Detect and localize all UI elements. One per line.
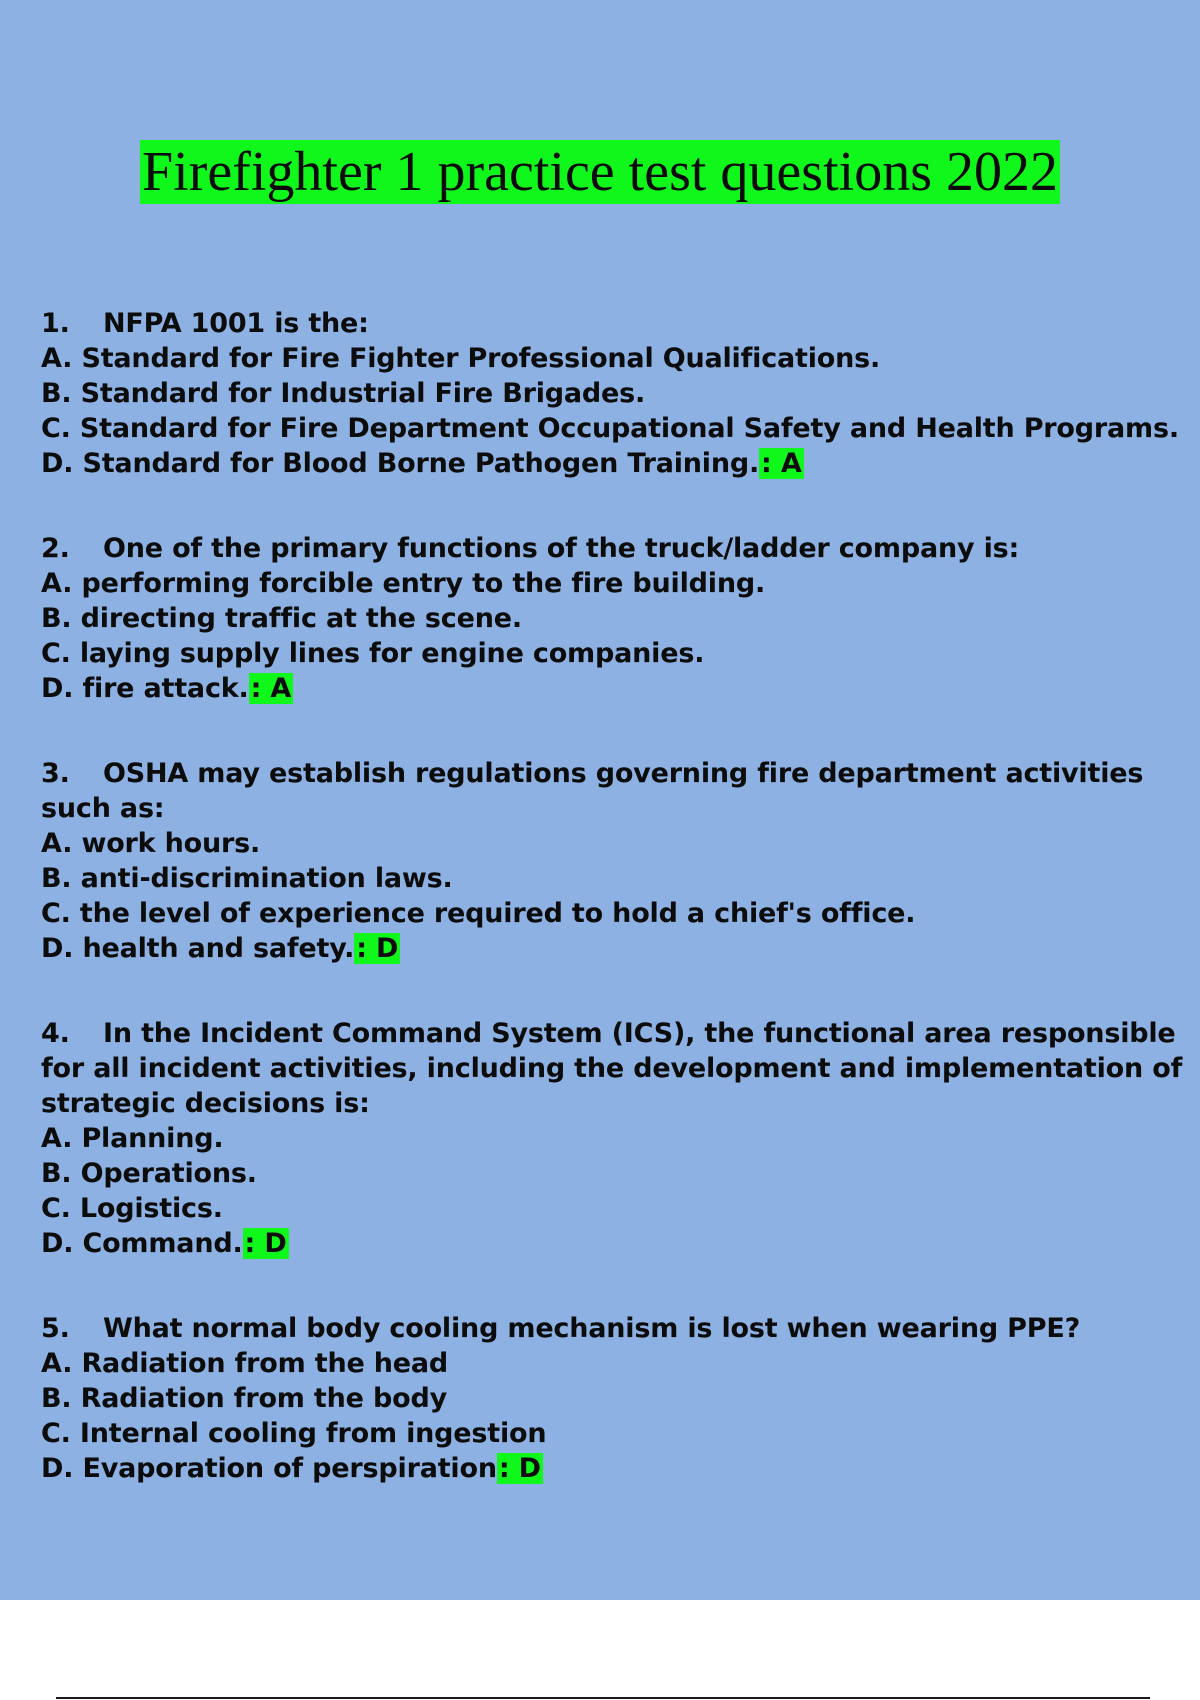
page-title: Firefighter 1 practice test questions 2022 (142, 141, 1058, 203)
question-item (41, 756, 1191, 966)
option-d-row (41, 931, 1191, 966)
footer-divider (56, 1697, 1150, 1699)
option-c: C. Internal cooling from ingestion (41, 1418, 547, 1449)
question-text: NFPA 1001 is the: (103, 308, 369, 339)
question-stem (41, 1311, 1191, 1346)
answer-highlight: : A (250, 673, 292, 704)
option-d-row (41, 446, 1191, 481)
option-a: A. performing forcible entry to the fire building. (41, 568, 766, 599)
option-a: A. Standard for Fire Fighter Professional Qualifications. (41, 343, 881, 374)
question-number: 2. (41, 533, 70, 564)
question-stem (41, 1016, 1191, 1121)
question-item (41, 306, 1191, 481)
question-item (41, 1311, 1191, 1486)
option-d: D. Command. (41, 1228, 243, 1259)
question-text: What normal body cooling mechanism is lost when wearing PPE? (103, 1313, 1081, 1344)
question-number: 1. (41, 308, 70, 339)
question-text: OSHA may establish regulations governing fire department activities such as: (41, 758, 1144, 824)
question-number: 4. (41, 1018, 70, 1049)
answer-highlight: : D (356, 933, 399, 964)
answer-highlight: : D (498, 1453, 541, 1484)
option-a: A. Radiation from the head (41, 1348, 449, 1379)
option-c: C. Standard for Fire Department Occupational Safety and Health Programs. (41, 413, 1179, 444)
option-d: D. fire attack. (41, 673, 249, 704)
question-item (41, 531, 1191, 706)
title-container (0, 140, 1200, 204)
option-b: B. Radiation from the body (41, 1383, 447, 1414)
option-d: D. Evaporation of perspiration (41, 1453, 497, 1484)
question-text: In the Incident Command System (ICS), the functional area responsible for all incident activities, including the development and implementation of strategic decisions is: (41, 1018, 1183, 1119)
option-d-row (41, 1451, 1191, 1486)
option-a: A. Planning. (41, 1123, 224, 1154)
question-number: 5. (41, 1313, 70, 1344)
option-d-row (41, 1226, 1191, 1261)
option-b: B. Operations. (41, 1158, 257, 1189)
answer-highlight: : D (244, 1228, 287, 1259)
question-text: One of the primary functions of the truck/ladder company is: (103, 533, 1020, 564)
option-b: B. anti-discrimination laws. (41, 863, 453, 894)
question-stem (41, 756, 1191, 826)
question-stem (41, 531, 1191, 566)
option-c: C. Logistics. (41, 1193, 223, 1224)
option-b: B. Standard for Industrial Fire Brigades. (41, 378, 646, 409)
answer-highlight: : A (761, 448, 802, 479)
option-a: A. work hours. (41, 828, 261, 859)
question-list (41, 306, 1191, 1536)
question-number: 3. (41, 758, 70, 789)
question-item (41, 1016, 1191, 1261)
option-c: C. the level of experience required to hold a chief's office. (41, 898, 916, 929)
option-d: D. Standard for Blood Borne Pathogen Training. (41, 448, 760, 479)
option-b: B. directing traffic at the scene. (41, 603, 522, 634)
question-stem (41, 306, 1191, 341)
option-d-row (41, 671, 1191, 706)
option-c: C. laying supply lines for engine companies. (41, 638, 705, 669)
option-d: D. health and safety. (41, 933, 355, 964)
